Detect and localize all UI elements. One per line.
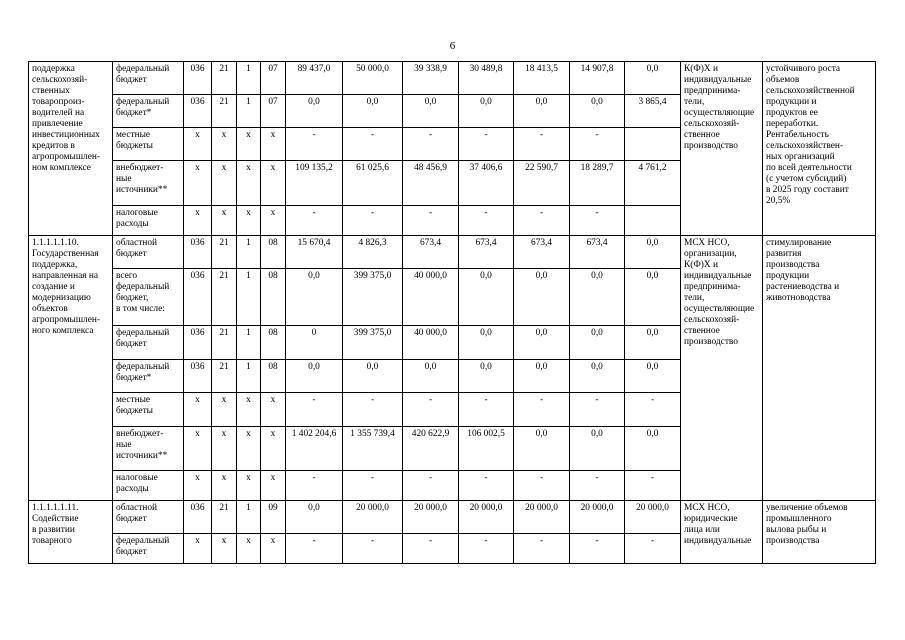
- expected-result: устойчивого роста объемов сельскохозяйственной продукции и продуктов ее переработки. Рентабельность сельскохозяйствен- ных организаций по всей деятельности (с учетом субсидий) в 2025 году составит 20,5%: [763, 62, 876, 236]
- amount-cell: -: [343, 534, 403, 564]
- amount-cell: -: [343, 128, 403, 161]
- amount-cell: 3 865,4: [625, 95, 681, 128]
- amount-cell: -: [625, 393, 681, 427]
- amount-cell: 0,0: [625, 269, 681, 326]
- table-body: [29, 62, 876, 564]
- funding-source: федеральный бюджет*: [113, 95, 184, 128]
- funding-source: местные бюджеты: [113, 393, 184, 427]
- amount-cell: 0,0: [625, 427, 681, 471]
- table-row: [29, 62, 876, 95]
- amount-cell: 0,0: [514, 95, 570, 128]
- budget-code-cell: 036: [184, 360, 212, 393]
- amount-cell: -: [459, 393, 514, 427]
- budget-code-cell: 036: [184, 62, 212, 95]
- amount-cell: 0,0: [459, 95, 514, 128]
- table-row: [29, 236, 876, 269]
- amount-cell: 20 000,0: [514, 501, 570, 534]
- amount-cell: 40 000,0: [403, 269, 459, 326]
- budget-code-cell: x: [184, 427, 212, 471]
- budget-code-cell: x: [237, 471, 261, 501]
- amount-cell: 48 456,9: [403, 161, 459, 206]
- amount-cell: 1 402 204,6: [286, 427, 343, 471]
- amount-cell: -: [570, 471, 625, 501]
- amount-cell: -: [514, 471, 570, 501]
- funding-source: федеральный бюджет: [113, 62, 184, 95]
- funding-source: налоговые расходы: [113, 471, 184, 501]
- amount-cell: 673,4: [459, 236, 514, 269]
- amount-cell: 1 355 739,4: [343, 427, 403, 471]
- budget-code-cell: x: [184, 471, 212, 501]
- amount-cell: 0,0: [286, 269, 343, 326]
- amount-cell: 4 761,2: [625, 161, 681, 206]
- amount-cell: 30 489,8: [459, 62, 514, 95]
- budget-code-cell: x: [237, 427, 261, 471]
- budget-code-cell: x: [237, 161, 261, 206]
- budget-code-cell: 09: [261, 501, 286, 534]
- budget-code-cell: 036: [184, 95, 212, 128]
- amount-cell: [625, 206, 681, 236]
- amount-cell: [625, 128, 681, 161]
- responsible-executors: К(Ф)Х и индивидуальные предпринима- тели, осуществляющие сельскохозяй- ственное производство: [681, 62, 763, 236]
- budget-code-cell: 07: [261, 95, 286, 128]
- amount-cell: 0,0: [514, 360, 570, 393]
- amount-cell: 0,0: [625, 326, 681, 360]
- amount-cell: -: [403, 128, 459, 161]
- amount-cell: 0,0: [459, 326, 514, 360]
- budget-code-cell: x: [212, 206, 237, 236]
- budget-code-cell: 21: [212, 269, 237, 326]
- amount-cell: 106 002,5: [459, 427, 514, 471]
- budget-code-cell: x: [261, 534, 286, 564]
- amount-cell: -: [514, 128, 570, 161]
- budget-code-cell: 1: [237, 269, 261, 326]
- amount-cell: -: [570, 534, 625, 564]
- amount-cell: 61 025,6: [343, 161, 403, 206]
- funding-source: областной бюджет: [113, 236, 184, 269]
- budget-code-cell: x: [237, 393, 261, 427]
- amount-cell: 20 000,0: [403, 501, 459, 534]
- budget-code-cell: 21: [212, 62, 237, 95]
- budget-code-cell: 07: [261, 62, 286, 95]
- amount-cell: -: [286, 534, 343, 564]
- amount-cell: 40 000,0: [403, 326, 459, 360]
- budget-code-cell: 1: [237, 95, 261, 128]
- funding-source: федеральный бюджет: [113, 534, 184, 564]
- responsible-executors: МСХ НСО, юридические лица или индивидуальные: [681, 501, 763, 564]
- budget-code-cell: 21: [212, 326, 237, 360]
- amount-cell: 0,0: [570, 95, 625, 128]
- amount-cell: 0,0: [343, 360, 403, 393]
- amount-cell: -: [570, 206, 625, 236]
- budget-code-cell: x: [212, 534, 237, 564]
- amount-cell: -: [403, 471, 459, 501]
- budget-code-cell: 08: [261, 360, 286, 393]
- budget-code-cell: x: [212, 128, 237, 161]
- funding-source: федеральный бюджет: [113, 326, 184, 360]
- amount-cell: 420 622,9: [403, 427, 459, 471]
- amount-cell: 20 000,0: [343, 501, 403, 534]
- budget-code-cell: x: [184, 161, 212, 206]
- budget-code-cell: 21: [212, 360, 237, 393]
- budget-code-cell: 1: [237, 62, 261, 95]
- amount-cell: -: [403, 534, 459, 564]
- budget-code-cell: x: [261, 161, 286, 206]
- amount-cell: 18 289,7: [570, 161, 625, 206]
- budget-code-cell: 08: [261, 269, 286, 326]
- amount-cell: 0,0: [403, 360, 459, 393]
- funding-source: федеральный бюджет*: [113, 360, 184, 393]
- budget-code-cell: x: [184, 206, 212, 236]
- budget-code-cell: 08: [261, 236, 286, 269]
- budget-code-cell: 036: [184, 269, 212, 326]
- amount-cell: 399 375,0: [343, 269, 403, 326]
- amount-cell: 0,0: [286, 501, 343, 534]
- budget-code-cell: x: [184, 128, 212, 161]
- amount-cell: -: [570, 393, 625, 427]
- funding-source: областной бюджет: [113, 501, 184, 534]
- amount-cell: -: [625, 534, 681, 564]
- expected-result: стимулирование развития производства продукции растениеводства и животноводства: [763, 236, 876, 501]
- funding-source: внебюджет- ные источники**: [113, 161, 184, 206]
- amount-cell: 0,0: [625, 62, 681, 95]
- amount-cell: 109 135,2: [286, 161, 343, 206]
- amount-cell: 0,0: [459, 269, 514, 326]
- budget-code-cell: x: [212, 427, 237, 471]
- amount-cell: -: [514, 534, 570, 564]
- budget-code-cell: x: [261, 128, 286, 161]
- budget-code-cell: 1: [237, 236, 261, 269]
- amount-cell: -: [286, 128, 343, 161]
- budget-code-cell: 1: [237, 326, 261, 360]
- amount-cell: 0,0: [514, 269, 570, 326]
- amount-cell: 0: [286, 326, 343, 360]
- amount-cell: 50 000,0: [343, 62, 403, 95]
- amount-cell: 0,0: [570, 326, 625, 360]
- amount-cell: 0,0: [343, 95, 403, 128]
- budget-code-cell: 21: [212, 501, 237, 534]
- amount-cell: 14 907,8: [570, 62, 625, 95]
- budget-table: [28, 61, 876, 564]
- amount-cell: -: [286, 206, 343, 236]
- amount-cell: 18 413,5: [514, 62, 570, 95]
- funding-source: местные бюджеты: [113, 128, 184, 161]
- amount-cell: -: [459, 128, 514, 161]
- amount-cell: -: [459, 534, 514, 564]
- budget-code-cell: x: [237, 128, 261, 161]
- amount-cell: 0,0: [625, 360, 681, 393]
- amount-cell: -: [343, 471, 403, 501]
- budget-code-cell: x: [212, 161, 237, 206]
- funding-source: налоговые расходы: [113, 206, 184, 236]
- amount-cell: 20 000,0: [459, 501, 514, 534]
- amount-cell: 0,0: [459, 360, 514, 393]
- page-number: 6: [449, 40, 456, 52]
- amount-cell: -: [343, 393, 403, 427]
- budget-code-cell: x: [184, 393, 212, 427]
- amount-cell: 0,0: [570, 269, 625, 326]
- amount-cell: 4 826,3: [343, 236, 403, 269]
- budget-code-cell: 08: [261, 326, 286, 360]
- amount-cell: -: [625, 471, 681, 501]
- amount-cell: -: [459, 206, 514, 236]
- budget-code-cell: x: [261, 206, 286, 236]
- budget-code-cell: x: [212, 471, 237, 501]
- amount-cell: -: [403, 393, 459, 427]
- amount-cell: 673,4: [514, 236, 570, 269]
- amount-cell: -: [343, 206, 403, 236]
- budget-code-cell: 21: [212, 236, 237, 269]
- amount-cell: -: [403, 206, 459, 236]
- amount-cell: -: [459, 471, 514, 501]
- amount-cell: 399 375,0: [343, 326, 403, 360]
- budget-code-cell: x: [261, 393, 286, 427]
- amount-cell: 0,0: [286, 360, 343, 393]
- budget-code-cell: 1: [237, 501, 261, 534]
- budget-code-cell: 1: [237, 360, 261, 393]
- expected-result: увеличение объемов промышленного вылова рыбы и производства: [763, 501, 876, 564]
- measure-description: 1.1.1.1.1.11. Содействие в развитии товарного: [29, 501, 113, 564]
- amount-cell: 20 000,0: [625, 501, 681, 534]
- amount-cell: 0,0: [570, 427, 625, 471]
- amount-cell: -: [514, 393, 570, 427]
- responsible-executors: МСХ НСО, организации, К(Ф)Х и индивидуальные предпринима- тели, осуществляющие сельскохозяй- ственное производство: [681, 236, 763, 501]
- measure-description: 1.1.1.1.1.10. Государственная поддержка, направленная на создание и модернизацию объектов агропромышлен- ного комплекса: [29, 236, 113, 501]
- table-row: [29, 501, 876, 534]
- amount-cell: -: [286, 393, 343, 427]
- amount-cell: 0,0: [625, 236, 681, 269]
- amount-cell: -: [514, 206, 570, 236]
- funding-source: всего федеральный бюджет, в том числе:: [113, 269, 184, 326]
- budget-code-cell: 21: [212, 95, 237, 128]
- amount-cell: 0,0: [514, 326, 570, 360]
- funding-source: внебюджет- ные источники**: [113, 427, 184, 471]
- amount-cell: 0,0: [403, 95, 459, 128]
- amount-cell: 37 406,6: [459, 161, 514, 206]
- amount-cell: 673,4: [570, 236, 625, 269]
- amount-cell: 20 000,0: [570, 501, 625, 534]
- amount-cell: 15 670,4: [286, 236, 343, 269]
- amount-cell: 22 590,7: [514, 161, 570, 206]
- amount-cell: -: [570, 128, 625, 161]
- amount-cell: 39 338,9: [403, 62, 459, 95]
- budget-code-cell: x: [237, 534, 261, 564]
- budget-code-cell: x: [261, 427, 286, 471]
- amount-cell: -: [286, 471, 343, 501]
- budget-code-cell: 036: [184, 236, 212, 269]
- amount-cell: 0,0: [286, 95, 343, 128]
- budget-code-cell: x: [237, 206, 261, 236]
- measure-description: поддержка сельскохозяй- ственных товаропроиз- водителей на привлечение инвестиционных кредитов в агропромышлен- ном комплексе: [29, 62, 113, 236]
- budget-code-cell: x: [212, 393, 237, 427]
- amount-cell: 673,4: [403, 236, 459, 269]
- amount-cell: 0,0: [514, 427, 570, 471]
- budget-code-cell: x: [184, 534, 212, 564]
- amount-cell: 0,0: [570, 360, 625, 393]
- budget-code-cell: 036: [184, 326, 212, 360]
- amount-cell: 89 437,0: [286, 62, 343, 95]
- budget-code-cell: x: [261, 471, 286, 501]
- budget-code-cell: 036: [184, 501, 212, 534]
